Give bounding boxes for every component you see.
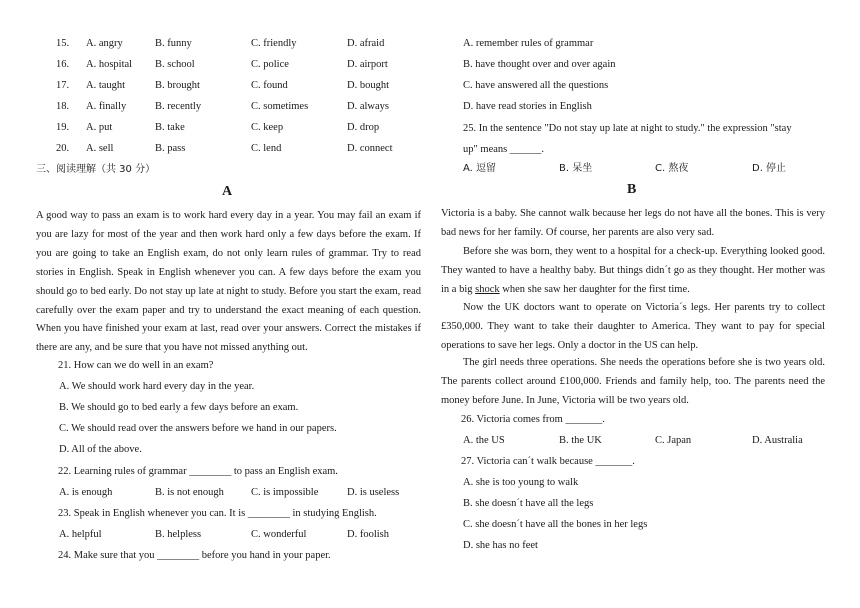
question-24-stem: 24. Make sure that you ________ before you hand in your paper. [58,550,331,561]
option-a: A. hospital [86,59,133,70]
option-c: C. found [251,80,288,91]
option-d: D. drop [347,122,380,133]
option-d: D. always [347,101,389,112]
passage-title-a: A [222,184,233,199]
question-number: 19. [56,122,70,133]
question-number: 18. [56,101,70,112]
option-b: B. 呆坐 [559,163,593,174]
question-number: 20. [56,143,70,154]
question-27-option-d: D. she has no feet [463,540,538,551]
question-25-options [441,160,827,178]
option-d: D. 停止 [752,163,787,174]
question-21-option-c: C. We should read over the answers before we hand in our papers. [59,423,337,434]
question-24-option-b: B. have thought over and over again [463,59,616,70]
option-c: C. wonderful [251,529,307,540]
option-d: D. afraid [347,38,385,49]
option-c: C. friendly [251,38,297,49]
question-24-option-a: A. remember rules of grammar [463,38,594,49]
underlined-word: shock [475,283,500,295]
option-b: B. take [155,122,185,133]
option-b: B. brought [155,80,200,91]
option-d: D. airport [347,59,388,70]
paragraph-2-text-after: when she saw her daughter for the first time. [499,283,690,295]
option-d: D. connect [347,143,393,154]
option-a: A. sell [86,143,114,154]
option-c: C. is impossible [251,487,319,498]
question-26-stem: 26. Victoria comes from _______. [461,414,605,425]
question-27-option-c: C. she doesn´t have all the bones in her legs [463,519,648,530]
option-b: B. school [155,59,195,70]
question-number: 15. [56,38,70,49]
question-21-option-d: D. All of the above. [59,444,142,455]
option-b: B. funny [155,38,192,49]
question-24-option-c: C. have answered all the questions [463,80,609,91]
question-21-stem: 21. How can we do well in an exam? [58,360,214,371]
question-number: 17. [56,80,70,91]
option-d: D. is useless [347,487,400,498]
option-a: A. is enough [59,487,113,498]
option-b: B. the UK [559,435,602,446]
option-c: C. lend [251,143,282,154]
question-21-option-b: B. We should go to bed early a few days before an exam. [59,402,299,413]
section-heading: 三、阅读理解（共 30 分） [36,164,156,175]
option-a: A. taught [86,80,126,91]
option-b: B. helpless [155,529,202,540]
option-a: A. the US [463,435,505,446]
option-a: A. 逗留 [463,163,497,174]
option-a: A. angry [86,38,123,49]
question-27-stem: 27. Victoria can´t walk because _______. [461,456,635,467]
option-c: C. Japan [655,435,692,446]
question-23-options [36,526,421,544]
passage-b-paragraph-2 [441,243,825,300]
option-c: C. police [251,59,289,70]
question-25-stem-line-2: up" means ______. [463,144,544,155]
option-c: C. sometimes [251,101,309,112]
option-b: B. pass [155,143,186,154]
option-c: C. keep [251,122,284,133]
question-number: 16. [56,59,70,70]
option-b: B. is not enough [155,487,224,498]
passage-title-b: B [627,182,637,197]
passage-b-paragraph-3: Now the UK doctors want to operate on Victoria´s legs. Her parents try to collect £350,000. They want to take their daughter to America. They want to pay for special operations to save her legs. Only a doctor in the US can help. [441,302,825,351]
passage-a-text: A good way to pass an exam is to work hard every day in a year. You may fail an exam if you are lazy for most of the year and then work hard only a few days before the exam. If you are going to take an English exam, do not only learn rules of grammar. Try to read stories in English. Speak in English whenever you can. A few days before the exam you should go to bed early. Do not stay up late at night to study. Before you start the exam, read carefully over the exam paper and try to understand the exact meaning of each question. When you have finished your exam at last, read over your answers. Correct the mistakes if there are any, and be sure that you have not missed anything out. [36,210,421,354]
option-d: D. Australia [752,435,803,446]
option-c: C. 熬夜 [655,163,689,174]
question-27-option-a: A. she is too young to walk [463,477,579,488]
question-26-options [441,432,827,450]
question-25-stem-line-1: 25. In the sentence "Do not stay up late at night to study." the expression "stay [463,123,792,134]
option-a: A. put [86,122,113,133]
question-21-option-a: A. We should work hard every day in the year. [59,381,255,392]
option-a: A. finally [86,101,127,112]
question-22-options [36,484,421,502]
paragraph-2-text-before: Before she was born, they went to a hospital for a check-up. Everything looked good. They wanted to have a healthy baby. But things didn´t go as they thought. Her mother was in a big [441,246,825,295]
question-22-stem: 22. Learning rules of grammar ________ to pass an English exam. [58,466,338,477]
question-27-option-b: B. she doesn´t have all the legs [463,498,594,509]
option-d: D. bought [347,80,389,91]
question-23-stem: 23. Speak in English whenever you can. It is ________ in studying English. [58,508,377,519]
passage-b-paragraph-4: The girl needs three operations. She needs the operations before she is two years old. The parents collect around £100,000. Friends and family help, too. The parents need the money before June. In June, Victoria will be two years old. [441,357,825,406]
option-a: A. helpful [59,529,102,540]
question-24-option-d: D. have read stories in English [463,101,592,112]
passage-b-paragraph-1: Victoria is a baby. She cannot walk because her legs do not have all the bones. This is very bad news for her family. Of course, her parents are also very sad. [441,208,825,238]
option-d: D. foolish [347,529,389,540]
option-b: B. recently [155,101,202,112]
